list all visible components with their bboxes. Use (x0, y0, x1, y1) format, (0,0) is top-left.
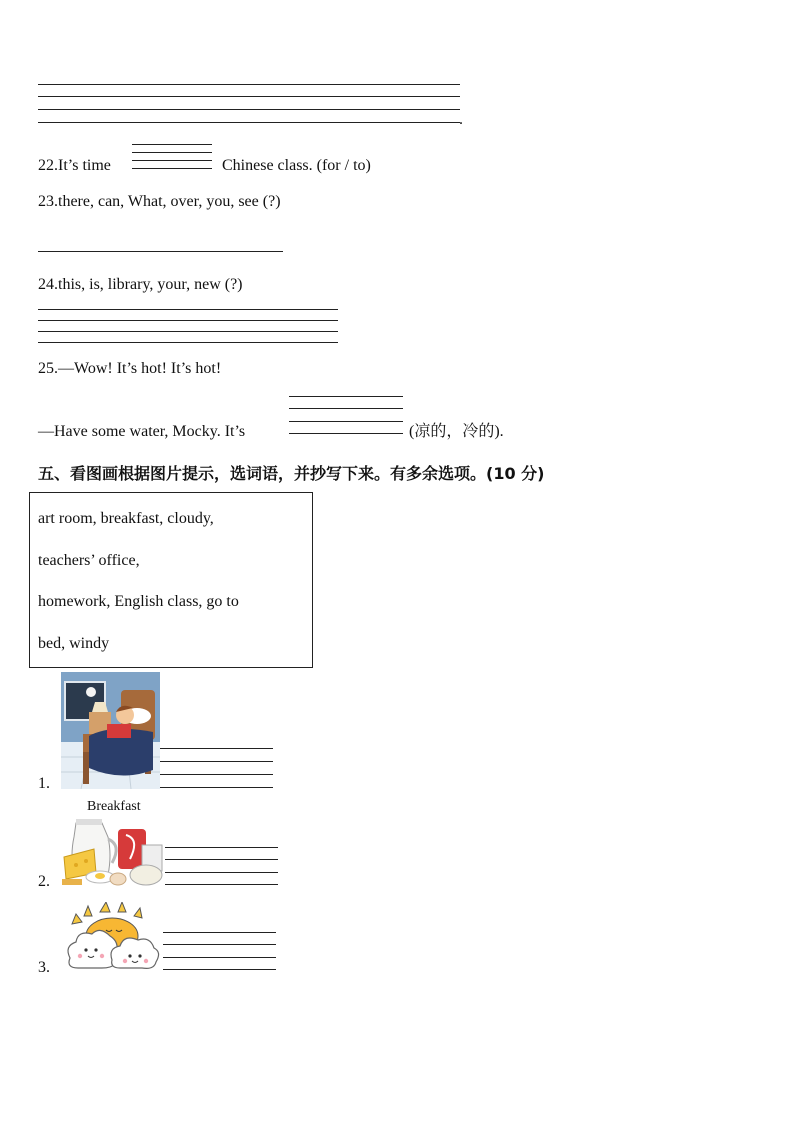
sleeping-boy-icon (61, 672, 160, 789)
q24-text: 24.this, is, library, your, new (?) (38, 276, 243, 293)
q24-answer-lines[interactable] (38, 309, 338, 343)
item1-number: 1. (38, 775, 50, 792)
cloudy-sun-icon (62, 902, 162, 974)
q23-text: 23.there, can, What, over, you, see (?) (38, 193, 281, 210)
word-box-line: teachers’ office, (38, 552, 140, 569)
item1-answer-lines[interactable] (160, 748, 273, 788)
answer-lines-21[interactable] (38, 84, 460, 126)
item3-answer-lines[interactable] (163, 932, 276, 970)
word-box-line: art room, breakfast, cloudy, (38, 510, 214, 527)
period-mark: . (459, 111, 463, 128)
q22-blank[interactable] (132, 144, 212, 170)
word-box-line: bed, windy (38, 635, 110, 652)
section5-heading: 五、看图画根据图片提示，选词语，并抄写下来。有多余选项。(10 分) (38, 464, 545, 483)
item2-caption: Breakfast (87, 799, 141, 814)
breakfast-icon (60, 815, 166, 889)
q25-hint: (凉的，冷的). (409, 423, 504, 440)
q25-line1: 25.—Wow! It’s hot! It’s hot! (38, 360, 222, 377)
word-box (29, 492, 313, 668)
q22-before: 22.It’s time (38, 157, 111, 174)
q22-after: Chinese class. (for / to) (222, 157, 371, 174)
item3-number: 3. (38, 959, 50, 976)
word-box-line: homework, English class, go to (38, 593, 239, 610)
item2-answer-lines[interactable] (165, 847, 278, 885)
item2-number: 2. (38, 873, 50, 890)
q25-blank[interactable] (289, 396, 403, 434)
q23-answer-line[interactable] (38, 251, 283, 252)
q25-line2: —Have some water, Mocky. It’s (38, 423, 246, 440)
